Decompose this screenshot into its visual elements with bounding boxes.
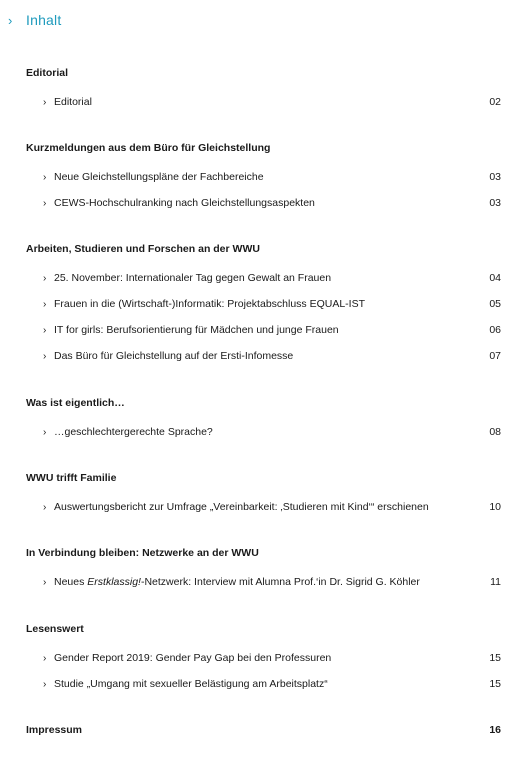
section-title: Lesenswert <box>26 623 84 635</box>
section-title: Was ist eigentlich… <box>26 397 125 409</box>
entry-label: Das Büro für Gleichstellung auf der Ersti-Infomesse <box>54 350 294 362</box>
entry-label: Studie „Umgang mit sexueller Belästigung am Arbeitsplatz“ <box>54 678 328 690</box>
chevron-right-icon: › <box>43 501 47 513</box>
toc-entry[interactable] <box>26 677 501 691</box>
entry-page: 10 <box>489 501 501 513</box>
entry-label: …geschlechtergerechte Sprache? <box>54 426 213 438</box>
toc-entry[interactable] <box>26 349 501 363</box>
section-title: WWU trifft Familie <box>26 472 117 484</box>
entry-page: 03 <box>489 197 501 209</box>
toc-entry[interactable] <box>26 297 501 311</box>
toc-entry-impressum[interactable] <box>26 723 501 737</box>
section-title: Kurzmeldungen aus dem Büro für Gleichstellung <box>26 142 271 154</box>
entry-page: 11 <box>490 576 501 588</box>
chevron-right-icon: › <box>8 12 13 28</box>
toc-entry[interactable] <box>26 323 501 337</box>
chevron-right-icon: › <box>43 197 47 209</box>
section-title: Editorial <box>26 67 69 79</box>
entry-label: Editorial <box>54 96 92 108</box>
entry-page: 02 <box>489 96 501 108</box>
entry-page: 06 <box>489 324 501 336</box>
toc-header <box>8 12 61 28</box>
toc-entry[interactable] <box>26 425 501 439</box>
chevron-right-icon: › <box>43 576 47 588</box>
entry-label: Neues Erstklassig!-Netzwerk: Interview mit Alumna Prof.‘in Dr. Sigrid G. Köhler <box>54 576 420 588</box>
entry-label: Gender Report 2019: Gender Pay Gap bei den Professuren <box>54 652 332 664</box>
entry-label: Frauen in die (Wirtschaft-)Informatik: Projektabschluss EQUAL-IST <box>54 298 366 310</box>
entry-page: 04 <box>489 272 501 284</box>
entry-page: 15 <box>489 652 501 664</box>
entry-page: 07 <box>489 350 501 362</box>
chevron-right-icon: › <box>43 678 47 690</box>
section-title: In Verbindung bleiben: Netzwerke an der WWU <box>26 547 259 559</box>
toc-entry[interactable] <box>26 575 501 589</box>
section-title: Arbeiten, Studieren und Forschen an der WWU <box>26 243 260 255</box>
chevron-right-icon: › <box>43 426 47 438</box>
toc-entry[interactable] <box>26 271 501 285</box>
entry-label: Auswertungsbericht zur Umfrage „Vereinbarkeit: ‚Studieren mit Kind‘“ erschienen <box>54 501 429 513</box>
chevron-right-icon: › <box>43 96 47 108</box>
toc-entry[interactable] <box>26 196 501 210</box>
chevron-right-icon: › <box>43 652 47 664</box>
toc-entry[interactable] <box>26 170 501 184</box>
page-title: Inhalt <box>26 12 62 28</box>
entry-page: 16 <box>489 724 501 736</box>
section-title: Impressum <box>26 724 83 736</box>
toc-entry[interactable] <box>26 95 501 109</box>
entry-label: IT for girls: Berufsorientierung für Mädchen und junge Frauen <box>54 324 339 336</box>
toc-entry[interactable] <box>26 500 501 514</box>
entry-label: CEWS-Hochschulranking nach Gleichstellungsaspekten <box>54 197 315 209</box>
entry-label: Neue Gleichstellungspläne der Fachbereiche <box>54 171 264 183</box>
entry-page: 15 <box>489 678 501 690</box>
chevron-right-icon: › <box>43 171 47 183</box>
entry-label: 25. November: Internationaler Tag gegen Gewalt an Frauen <box>54 272 332 284</box>
entry-page: 03 <box>489 171 501 183</box>
chevron-right-icon: › <box>43 350 47 362</box>
chevron-right-icon: › <box>43 298 47 310</box>
toc-entry[interactable] <box>26 651 501 665</box>
chevron-right-icon: › <box>43 324 47 336</box>
entry-page: 05 <box>489 298 501 310</box>
entry-page: 08 <box>489 426 501 438</box>
chevron-right-icon: › <box>43 272 47 284</box>
